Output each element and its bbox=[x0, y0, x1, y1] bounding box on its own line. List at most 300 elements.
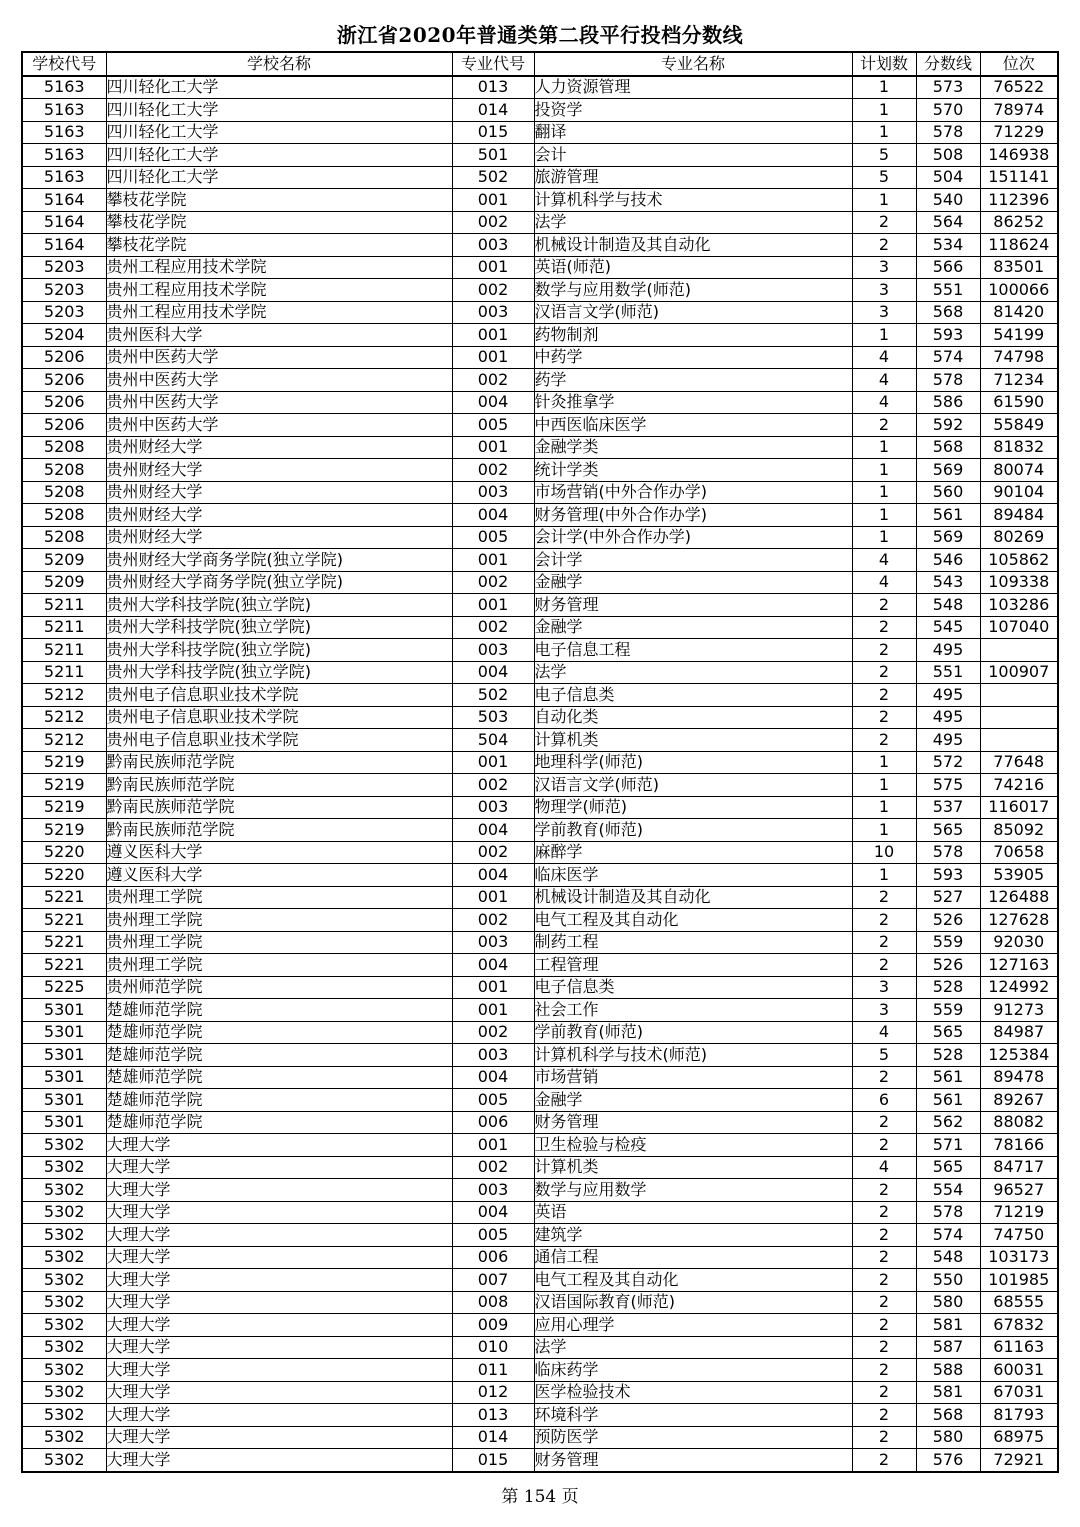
table-row bbox=[22, 414, 1058, 437]
score-line-cell: 551 bbox=[916, 279, 980, 302]
score-line-cell: 575 bbox=[916, 774, 980, 797]
school-name-cell: 贵州电子信息职业技术学院 bbox=[106, 684, 452, 707]
school-code-cell: 5302 bbox=[22, 1381, 106, 1404]
score-line-cell: 572 bbox=[916, 751, 980, 774]
score-line-cell: 569 bbox=[916, 526, 980, 549]
school-name-cell: 大理大学 bbox=[106, 1404, 452, 1427]
school-name-cell: 大理大学 bbox=[106, 1269, 452, 1292]
major-code-cell: 006 bbox=[452, 1111, 534, 1134]
score-line-cell: 561 bbox=[916, 1089, 980, 1112]
major-code-cell: 001 bbox=[452, 436, 534, 459]
school-code-cell: 5301 bbox=[22, 1089, 106, 1112]
school-name-cell: 贵州师范学院 bbox=[106, 976, 452, 999]
major-name-cell: 市场营销(中外合作办学) bbox=[534, 481, 852, 504]
school-name-cell: 四川轻化工大学 bbox=[106, 166, 452, 189]
school-code-cell: 5208 bbox=[22, 504, 106, 527]
major-code-cell: 003 bbox=[452, 1044, 534, 1067]
rank-cell bbox=[980, 729, 1058, 752]
major-name-cell: 电气工程及其自动化 bbox=[534, 909, 852, 932]
school-code-cell: 5208 bbox=[22, 481, 106, 504]
rank-cell: 91273 bbox=[980, 999, 1058, 1022]
major-name-cell: 数学与应用数学(师范) bbox=[534, 279, 852, 302]
school-name-cell: 贵州理工学院 bbox=[106, 954, 452, 977]
rank-cell: 81793 bbox=[980, 1404, 1058, 1427]
school-code-cell: 5163 bbox=[22, 121, 106, 144]
score-line-cell: 578 bbox=[916, 369, 980, 392]
column-header-score-line: 分数线 bbox=[916, 52, 980, 76]
school-code-cell: 5204 bbox=[22, 324, 106, 347]
table-row bbox=[22, 841, 1058, 864]
school-name-cell: 楚雄师范学院 bbox=[106, 1044, 452, 1067]
plan-count-cell: 4 bbox=[852, 1021, 916, 1044]
admission-score-table bbox=[21, 51, 1059, 1473]
major-name-cell: 金融学 bbox=[534, 616, 852, 639]
major-code-cell: 002 bbox=[452, 279, 534, 302]
score-line-cell: 495 bbox=[916, 729, 980, 752]
school-name-cell: 贵州财经大学 bbox=[106, 526, 452, 549]
plan-count-cell: 4 bbox=[852, 549, 916, 572]
major-code-cell: 002 bbox=[452, 909, 534, 932]
major-code-cell: 004 bbox=[452, 1201, 534, 1224]
major-name-cell: 旅游管理 bbox=[534, 166, 852, 189]
score-line-cell: 578 bbox=[916, 1201, 980, 1224]
score-line-cell: 527 bbox=[916, 886, 980, 909]
school-name-cell: 大理大学 bbox=[106, 1156, 452, 1179]
major-name-cell: 建筑学 bbox=[534, 1224, 852, 1247]
major-code-cell: 002 bbox=[452, 841, 534, 864]
score-line-cell: 528 bbox=[916, 1044, 980, 1067]
major-code-cell: 012 bbox=[452, 1381, 534, 1404]
major-name-cell: 社会工作 bbox=[534, 999, 852, 1022]
school-code-cell: 5219 bbox=[22, 796, 106, 819]
school-code-cell: 5164 bbox=[22, 211, 106, 234]
major-code-cell: 001 bbox=[452, 594, 534, 617]
school-code-cell: 5203 bbox=[22, 301, 106, 324]
score-line-cell: 588 bbox=[916, 1359, 980, 1382]
score-line-cell: 578 bbox=[916, 121, 980, 144]
rank-cell: 81420 bbox=[980, 301, 1058, 324]
plan-count-cell: 2 bbox=[852, 931, 916, 954]
school-name-cell: 楚雄师范学院 bbox=[106, 1111, 452, 1134]
major-code-cell: 014 bbox=[452, 1426, 534, 1449]
school-code-cell: 5212 bbox=[22, 684, 106, 707]
rank-cell: 74750 bbox=[980, 1224, 1058, 1247]
rank-cell: 80269 bbox=[980, 526, 1058, 549]
plan-count-cell: 4 bbox=[852, 369, 916, 392]
table-row bbox=[22, 931, 1058, 954]
school-code-cell: 5206 bbox=[22, 346, 106, 369]
school-code-cell: 5164 bbox=[22, 189, 106, 212]
rank-cell: 80074 bbox=[980, 459, 1058, 482]
score-line-cell: 548 bbox=[916, 1246, 980, 1269]
school-code-cell: 5208 bbox=[22, 526, 106, 549]
plan-count-cell: 1 bbox=[852, 796, 916, 819]
plan-count-cell: 2 bbox=[852, 1066, 916, 1089]
plan-count-cell: 2 bbox=[852, 1336, 916, 1359]
rank-cell bbox=[980, 639, 1058, 662]
major-code-cell: 007 bbox=[452, 1269, 534, 1292]
score-line-cell: 559 bbox=[916, 999, 980, 1022]
rank-cell: 126488 bbox=[980, 886, 1058, 909]
score-line-cell: 526 bbox=[916, 954, 980, 977]
table-row bbox=[22, 189, 1058, 212]
school-name-cell: 贵州中医药大学 bbox=[106, 391, 452, 414]
score-line-cell: 580 bbox=[916, 1291, 980, 1314]
school-code-cell: 5209 bbox=[22, 549, 106, 572]
score-line-cell: 562 bbox=[916, 1111, 980, 1134]
rank-cell: 70658 bbox=[980, 841, 1058, 864]
major-name-cell: 医学检验技术 bbox=[534, 1381, 852, 1404]
rank-cell: 71219 bbox=[980, 1201, 1058, 1224]
table-row bbox=[22, 234, 1058, 257]
table-row bbox=[22, 301, 1058, 324]
school-name-cell: 大理大学 bbox=[106, 1426, 452, 1449]
major-code-cell: 001 bbox=[452, 751, 534, 774]
school-code-cell: 5301 bbox=[22, 1044, 106, 1067]
plan-count-cell: 1 bbox=[852, 189, 916, 212]
major-name-cell: 会计 bbox=[534, 144, 852, 167]
school-name-cell: 大理大学 bbox=[106, 1381, 452, 1404]
school-code-cell: 5163 bbox=[22, 99, 106, 122]
major-code-cell: 002 bbox=[452, 1156, 534, 1179]
major-name-cell: 制药工程 bbox=[534, 931, 852, 954]
rank-cell: 67832 bbox=[980, 1314, 1058, 1337]
school-name-cell: 遵义医科大学 bbox=[106, 864, 452, 887]
score-line-cell: 570 bbox=[916, 99, 980, 122]
plan-count-cell: 2 bbox=[852, 706, 916, 729]
table-row bbox=[22, 1021, 1058, 1044]
score-line-cell: 495 bbox=[916, 684, 980, 707]
plan-count-cell: 2 bbox=[852, 1179, 916, 1202]
score-line-cell: 504 bbox=[916, 166, 980, 189]
major-code-cell: 503 bbox=[452, 706, 534, 729]
rank-cell: 77648 bbox=[980, 751, 1058, 774]
school-name-cell: 大理大学 bbox=[106, 1291, 452, 1314]
rank-cell: 109338 bbox=[980, 571, 1058, 594]
rank-cell: 127628 bbox=[980, 909, 1058, 932]
plan-count-cell: 2 bbox=[852, 1449, 916, 1472]
school-name-cell: 大理大学 bbox=[106, 1449, 452, 1472]
school-code-cell: 5163 bbox=[22, 166, 106, 189]
table-row bbox=[22, 909, 1058, 932]
school-code-cell: 5206 bbox=[22, 369, 106, 392]
plan-count-cell: 1 bbox=[852, 504, 916, 527]
school-name-cell: 四川轻化工大学 bbox=[106, 144, 452, 167]
school-name-cell: 攀枝花学院 bbox=[106, 234, 452, 257]
score-line-cell: 561 bbox=[916, 1066, 980, 1089]
school-code-cell: 5221 bbox=[22, 909, 106, 932]
rank-cell: 146938 bbox=[980, 144, 1058, 167]
table-row bbox=[22, 1066, 1058, 1089]
school-code-cell: 5211 bbox=[22, 616, 106, 639]
school-code-cell: 5208 bbox=[22, 436, 106, 459]
score-line-cell: 592 bbox=[916, 414, 980, 437]
table-row bbox=[22, 1246, 1058, 1269]
major-name-cell: 汉语言文学(师范) bbox=[534, 774, 852, 797]
rank-cell: 86252 bbox=[980, 211, 1058, 234]
major-name-cell: 统计学类 bbox=[534, 459, 852, 482]
rank-cell: 60031 bbox=[980, 1359, 1058, 1382]
major-name-cell: 计算机科学与技术 bbox=[534, 189, 852, 212]
major-name-cell: 应用心理学 bbox=[534, 1314, 852, 1337]
score-line-cell: 581 bbox=[916, 1314, 980, 1337]
major-name-cell: 市场营销 bbox=[534, 1066, 852, 1089]
plan-count-cell: 6 bbox=[852, 1089, 916, 1112]
major-code-cell: 001 bbox=[452, 189, 534, 212]
school-code-cell: 5301 bbox=[22, 1111, 106, 1134]
school-name-cell: 黔南民族师范学院 bbox=[106, 819, 452, 842]
score-line-cell: 537 bbox=[916, 796, 980, 819]
major-name-cell: 英语(师范) bbox=[534, 256, 852, 279]
score-line-cell: 565 bbox=[916, 1021, 980, 1044]
table-row bbox=[22, 864, 1058, 887]
table-row bbox=[22, 1156, 1058, 1179]
major-name-cell: 汉语国际教育(师范) bbox=[534, 1291, 852, 1314]
plan-count-cell: 2 bbox=[852, 1201, 916, 1224]
school-code-cell: 5302 bbox=[22, 1246, 106, 1269]
major-name-cell: 会计学 bbox=[534, 549, 852, 572]
plan-count-cell: 1 bbox=[852, 99, 916, 122]
table-row bbox=[22, 1359, 1058, 1382]
major-code-cell: 008 bbox=[452, 1291, 534, 1314]
rank-cell: 107040 bbox=[980, 616, 1058, 639]
major-name-cell: 自动化类 bbox=[534, 706, 852, 729]
rank-cell: 89484 bbox=[980, 504, 1058, 527]
school-name-cell: 贵州财经大学 bbox=[106, 481, 452, 504]
rank-cell bbox=[980, 706, 1058, 729]
table-row bbox=[22, 684, 1058, 707]
plan-count-cell: 5 bbox=[852, 144, 916, 167]
plan-count-cell: 2 bbox=[852, 639, 916, 662]
score-line-cell: 495 bbox=[916, 706, 980, 729]
major-code-cell: 001 bbox=[452, 256, 534, 279]
plan-count-cell: 5 bbox=[852, 1044, 916, 1067]
table-row bbox=[22, 369, 1058, 392]
major-name-cell: 汉语言文学(师范) bbox=[534, 301, 852, 324]
rank-cell: 103286 bbox=[980, 594, 1058, 617]
rank-cell: 74798 bbox=[980, 346, 1058, 369]
table-row bbox=[22, 346, 1058, 369]
major-name-cell: 法学 bbox=[534, 211, 852, 234]
table-row bbox=[22, 1404, 1058, 1427]
major-name-cell: 数学与应用数学 bbox=[534, 1179, 852, 1202]
major-code-cell: 006 bbox=[452, 1246, 534, 1269]
major-name-cell: 通信工程 bbox=[534, 1246, 852, 1269]
score-line-cell: 528 bbox=[916, 976, 980, 999]
school-code-cell: 5302 bbox=[22, 1201, 106, 1224]
table-row bbox=[22, 1044, 1058, 1067]
school-code-cell: 5220 bbox=[22, 864, 106, 887]
score-line-cell: 580 bbox=[916, 1426, 980, 1449]
score-line-cell: 568 bbox=[916, 436, 980, 459]
table-row bbox=[22, 76, 1058, 99]
rank-cell: 127163 bbox=[980, 954, 1058, 977]
table-row bbox=[22, 436, 1058, 459]
school-name-cell: 贵州中医药大学 bbox=[106, 414, 452, 437]
plan-count-cell: 2 bbox=[852, 729, 916, 752]
plan-count-cell: 2 bbox=[852, 684, 916, 707]
school-name-cell: 贵州理工学院 bbox=[106, 886, 452, 909]
plan-count-cell: 2 bbox=[852, 1224, 916, 1247]
major-name-cell: 会计学(中外合作办学) bbox=[534, 526, 852, 549]
plan-count-cell: 4 bbox=[852, 1156, 916, 1179]
major-code-cell: 005 bbox=[452, 1089, 534, 1112]
rank-cell: 67031 bbox=[980, 1381, 1058, 1404]
major-name-cell: 翻译 bbox=[534, 121, 852, 144]
school-code-cell: 5212 bbox=[22, 729, 106, 752]
school-name-cell: 黔南民族师范学院 bbox=[106, 751, 452, 774]
rank-cell: 72921 bbox=[980, 1449, 1058, 1472]
column-header-school-code: 学校代号 bbox=[22, 52, 106, 76]
major-code-cell: 003 bbox=[452, 481, 534, 504]
major-name-cell: 金融学 bbox=[534, 571, 852, 594]
major-name-cell: 英语 bbox=[534, 1201, 852, 1224]
major-name-cell: 投资学 bbox=[534, 99, 852, 122]
plan-count-cell: 2 bbox=[852, 886, 916, 909]
school-code-cell: 5212 bbox=[22, 706, 106, 729]
score-line-cell: 550 bbox=[916, 1269, 980, 1292]
school-name-cell: 贵州工程应用技术学院 bbox=[106, 256, 452, 279]
school-name-cell: 贵州理工学院 bbox=[106, 909, 452, 932]
score-line-cell: 508 bbox=[916, 144, 980, 167]
major-name-cell: 学前教育(师范) bbox=[534, 819, 852, 842]
school-code-cell: 5302 bbox=[22, 1336, 106, 1359]
score-line-cell: 574 bbox=[916, 346, 980, 369]
school-code-cell: 5302 bbox=[22, 1359, 106, 1382]
major-name-cell: 财务管理 bbox=[534, 594, 852, 617]
school-name-cell: 大理大学 bbox=[106, 1134, 452, 1157]
major-name-cell: 药物制剂 bbox=[534, 324, 852, 347]
major-code-cell: 013 bbox=[452, 76, 534, 99]
major-name-cell: 法学 bbox=[534, 1336, 852, 1359]
plan-count-cell: 2 bbox=[852, 1426, 916, 1449]
score-line-cell: 526 bbox=[916, 909, 980, 932]
table-row bbox=[22, 256, 1058, 279]
major-code-cell: 003 bbox=[452, 639, 534, 662]
table-row bbox=[22, 1179, 1058, 1202]
rank-cell: 71234 bbox=[980, 369, 1058, 392]
school-name-cell: 贵州财经大学 bbox=[106, 459, 452, 482]
plan-count-cell: 2 bbox=[852, 1404, 916, 1427]
score-line-cell: 551 bbox=[916, 661, 980, 684]
school-code-cell: 5221 bbox=[22, 886, 106, 909]
school-name-cell: 遵义医科大学 bbox=[106, 841, 452, 864]
major-code-cell: 002 bbox=[452, 459, 534, 482]
major-name-cell: 计算机类 bbox=[534, 1156, 852, 1179]
school-code-cell: 5301 bbox=[22, 1066, 106, 1089]
school-name-cell: 楚雄师范学院 bbox=[106, 1089, 452, 1112]
major-name-cell: 计算机类 bbox=[534, 729, 852, 752]
score-line-cell: 581 bbox=[916, 1381, 980, 1404]
school-code-cell: 5302 bbox=[22, 1449, 106, 1472]
major-name-cell: 学前教育(师范) bbox=[534, 1021, 852, 1044]
major-code-cell: 003 bbox=[452, 1179, 534, 1202]
school-code-cell: 5221 bbox=[22, 954, 106, 977]
major-code-cell: 011 bbox=[452, 1359, 534, 1382]
major-name-cell: 环境科学 bbox=[534, 1404, 852, 1427]
major-code-cell: 004 bbox=[452, 954, 534, 977]
table-row bbox=[22, 481, 1058, 504]
score-line-cell: 565 bbox=[916, 819, 980, 842]
table-row bbox=[22, 549, 1058, 572]
rank-cell: 84987 bbox=[980, 1021, 1058, 1044]
major-code-cell: 010 bbox=[452, 1336, 534, 1359]
table-row bbox=[22, 391, 1058, 414]
major-name-cell: 财务管理 bbox=[534, 1449, 852, 1472]
table-row bbox=[22, 571, 1058, 594]
score-line-cell: 568 bbox=[916, 1404, 980, 1427]
plan-count-cell: 2 bbox=[852, 1359, 916, 1382]
table-row bbox=[22, 1426, 1058, 1449]
major-code-cell: 004 bbox=[452, 1066, 534, 1089]
score-line-cell: 587 bbox=[916, 1336, 980, 1359]
major-name-cell: 卫生检验与检疫 bbox=[534, 1134, 852, 1157]
school-name-cell: 楚雄师范学院 bbox=[106, 1021, 452, 1044]
rank-cell: 55849 bbox=[980, 414, 1058, 437]
rank-cell: 116017 bbox=[980, 796, 1058, 819]
plan-count-cell: 1 bbox=[852, 481, 916, 504]
rank-cell: 61590 bbox=[980, 391, 1058, 414]
table-row bbox=[22, 954, 1058, 977]
rank-cell: 112396 bbox=[980, 189, 1058, 212]
major-name-cell: 物理学(师范) bbox=[534, 796, 852, 819]
school-code-cell: 5302 bbox=[22, 1156, 106, 1179]
school-name-cell: 大理大学 bbox=[106, 1179, 452, 1202]
major-name-cell: 预防医学 bbox=[534, 1426, 852, 1449]
table-row bbox=[22, 526, 1058, 549]
rank-cell: 103173 bbox=[980, 1246, 1058, 1269]
table-row bbox=[22, 1381, 1058, 1404]
plan-count-cell: 2 bbox=[852, 414, 916, 437]
rank-cell: 96527 bbox=[980, 1179, 1058, 1202]
school-code-cell: 5211 bbox=[22, 639, 106, 662]
major-code-cell: 003 bbox=[452, 234, 534, 257]
column-header-rank: 位次 bbox=[980, 52, 1058, 76]
school-name-cell: 大理大学 bbox=[106, 1359, 452, 1382]
plan-count-cell: 2 bbox=[852, 1291, 916, 1314]
school-name-cell: 贵州财经大学 bbox=[106, 436, 452, 459]
plan-count-cell: 3 bbox=[852, 301, 916, 324]
major-code-cell: 004 bbox=[452, 819, 534, 842]
school-code-cell: 5225 bbox=[22, 976, 106, 999]
major-code-cell: 001 bbox=[452, 976, 534, 999]
school-name-cell: 四川轻化工大学 bbox=[106, 76, 452, 99]
plan-count-cell: 2 bbox=[852, 1314, 916, 1337]
major-name-cell: 临床医学 bbox=[534, 864, 852, 887]
table-row bbox=[22, 144, 1058, 167]
plan-count-cell: 5 bbox=[852, 166, 916, 189]
major-code-cell: 004 bbox=[452, 661, 534, 684]
document-title: 浙江省2020年普通类第二段平行投档分数线 bbox=[336, 23, 744, 47]
score-line-cell: 593 bbox=[916, 324, 980, 347]
school-code-cell: 5302 bbox=[22, 1404, 106, 1427]
major-name-cell: 中药学 bbox=[534, 346, 852, 369]
school-name-cell: 贵州财经大学商务学院(独立学院) bbox=[106, 571, 452, 594]
column-header-major-name: 专业名称 bbox=[534, 52, 852, 76]
school-code-cell: 5302 bbox=[22, 1134, 106, 1157]
major-name-cell: 电子信息类 bbox=[534, 684, 852, 707]
table-row bbox=[22, 279, 1058, 302]
table-row bbox=[22, 1134, 1058, 1157]
school-code-cell: 5203 bbox=[22, 279, 106, 302]
school-name-cell: 黔南民族师范学院 bbox=[106, 796, 452, 819]
table-row bbox=[22, 886, 1058, 909]
plan-count-cell: 2 bbox=[852, 1246, 916, 1269]
major-code-cell: 005 bbox=[452, 414, 534, 437]
score-line-cell: 534 bbox=[916, 234, 980, 257]
rank-cell: 89478 bbox=[980, 1066, 1058, 1089]
major-code-cell: 001 bbox=[452, 1134, 534, 1157]
